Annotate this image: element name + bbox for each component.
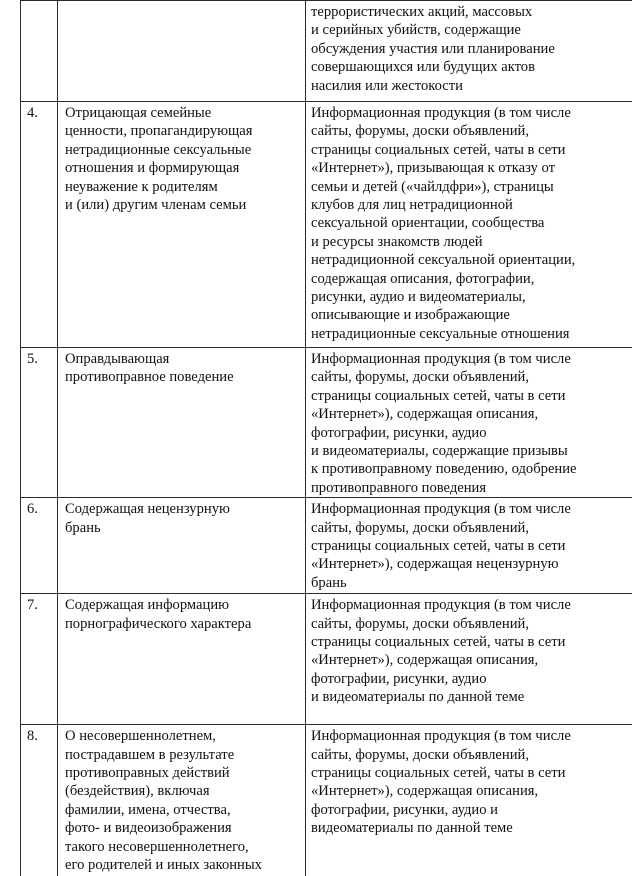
category-cell: Оправдывающая противоправное поведение: [58, 348, 306, 498]
row-number-cell: [21, 1, 58, 102]
table-row: [21, 498, 633, 594]
row-number-cell: 5.: [21, 348, 58, 498]
row-number-cell: 7.: [21, 594, 58, 725]
table-row: [21, 348, 633, 498]
category-cell: Содержащая нецензурную брань: [58, 498, 306, 594]
table-row: [21, 1, 633, 102]
description-cell: террористических акций, массовых и серийных убийств, содержащие обсуждения участия или планирование совершающихся или будущих актов насилия или жестокости: [306, 1, 633, 102]
table-row: [21, 594, 633, 725]
row-number-cell: 4.: [21, 102, 58, 348]
document-page: [20, 0, 632, 876]
category-cell: Отрицающая семейные ценности, пропагандирующая нетрадиционные сексуальные отношения и формирующая неуважение к родителям и (или) другим членам семьи: [58, 102, 306, 348]
description-cell: Информационная продукция (в том числе сайты, форумы, доски объявлений, страницы социальных сетей, чаты в сети «Интернет»), призывающая к отказу от семьи и детей («чайлдфри»), страницы клубов для лиц нетрадиционной сексуальной ориентации, сообщества и ресурсы знакомств людей нетрадиционной сексуальной ориентации, содержащая описания, фотографии, рисунки, аудио и видеоматериалы, описывающие и изображающие нетрадиционные сексуальные отношения: [306, 102, 633, 348]
description-cell: Информационная продукция (в том числе сайты, форумы, доски объявлений, страницы социальных сетей, чаты в сети «Интернет»), содержащая описания, фотографии, рисунки, аудио и видеоматериалы по данной теме: [306, 725, 633, 876]
row-number-cell: 8.: [21, 725, 58, 876]
category-cell: О несовершеннолетнем, пострадавшем в результате противоправных действий (бездействия), включая фамилии, имена, отчества, фото- и видеоизображения такого несовершеннолетнего, его родителей и иных законных: [58, 725, 306, 876]
content-category-table: [20, 0, 632, 876]
category-cell: [58, 1, 306, 102]
row-number-cell: 6.: [21, 498, 58, 594]
description-cell: Информационная продукция (в том числе сайты, форумы, доски объявлений, страницы социальных сетей, чаты в сети «Интернет»), содержащая описания, фотографии, рисунки, аудио и видеоматериалы по данной теме: [306, 594, 633, 725]
category-cell: Содержащая информацию порнографического характера: [58, 594, 306, 725]
table-row: [21, 725, 633, 876]
table-row: [21, 102, 633, 348]
description-cell: Информационная продукция (в том числе сайты, форумы, доски объявлений, страницы социальных сетей, чаты в сети «Интернет»), содержащая нецензурную брань: [306, 498, 633, 594]
description-cell: Информационная продукция (в том числе сайты, форумы, доски объявлений, страницы социальных сетей, чаты в сети «Интернет»), содержащая описания, фотографии, рисунки, аудио и видеоматериалы, содержащие призывы к противоправному поведению, одобрение противоправного поведения: [306, 348, 633, 498]
